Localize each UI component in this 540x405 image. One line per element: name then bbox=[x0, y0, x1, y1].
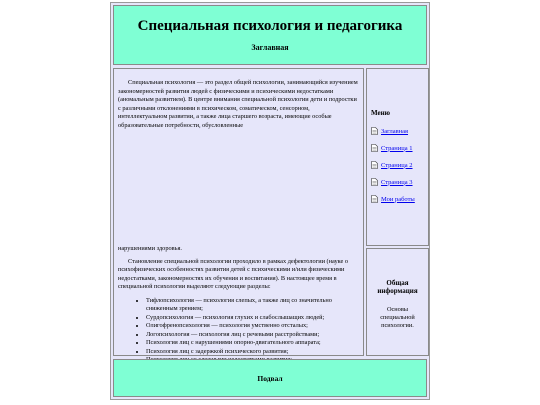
intro-paragraph-continued: нарушениями здоровья. bbox=[118, 245, 182, 252]
document-icon bbox=[371, 195, 378, 203]
info-text: Основы специальной психологии. bbox=[380, 305, 415, 330]
info-title: Общая информация bbox=[377, 279, 418, 296]
header bbox=[113, 5, 427, 65]
menu-title: Меню bbox=[371, 109, 391, 117]
menu-link-page-2[interactable]: Страница 2 bbox=[381, 161, 413, 169]
page-title: Специальная психология и педагогика bbox=[137, 18, 403, 34]
menu-item-page-2[interactable] bbox=[371, 161, 428, 169]
content-gap bbox=[118, 130, 359, 245]
list-item: • Психология лиц с нарушениями опорно-двигательного аппарата; bbox=[146, 339, 359, 348]
document-icon bbox=[371, 161, 378, 169]
info-panel bbox=[366, 248, 429, 356]
list-item: • Олигофренопсихология — психология умственно отсталых; bbox=[146, 322, 359, 331]
menu-item-page-1[interactable] bbox=[371, 144, 428, 152]
document-icon bbox=[371, 127, 378, 135]
list-item: • Логопсихология — психология лиц с речевыми расстройствами; bbox=[146, 331, 359, 340]
history-paragraph: Становление специальной психологии проходило в рамках дефектологии (науке о психофизических особенностях развития детей с психическими и/или физическими недостатками, закономерностях их обучения и воспитания). В настоящее время в специальной психологии выделяют следующие разделы: bbox=[118, 257, 349, 290]
document-icon bbox=[371, 144, 378, 152]
menu-item-home[interactable] bbox=[371, 127, 428, 135]
main-content bbox=[113, 68, 364, 356]
menu-link-page-3[interactable]: Страница 3 bbox=[381, 178, 413, 186]
menu-link-page-1[interactable]: Страница 1 bbox=[381, 144, 413, 152]
menu-link-home[interactable]: Заглавная bbox=[381, 127, 409, 135]
sidebar-menu bbox=[366, 68, 429, 246]
list-item: • Психология лиц с задержкой психического развития; bbox=[146, 348, 359, 357]
list-item: • Сурдопсихология — психология глухих и слабослышащих людей; bbox=[146, 314, 359, 323]
footer: Подвал bbox=[113, 359, 427, 397]
menu-link-my-works[interactable]: Мои работы bbox=[381, 195, 415, 203]
list-item: • Тифлопсихология — психология слепых, а также лиц со значительно сниженным зрением; bbox=[146, 297, 359, 314]
header-subtitle: Заглавная bbox=[251, 43, 289, 52]
menu-item-my-works[interactable] bbox=[371, 195, 428, 203]
intro-paragraph: Специальная психология — это раздел общей психологии, занимающийся изучением закономерностей развития людей с физическими и психическими недостатками (аномальным развитием). В центре внимания специальной психологии дети и подростки с различными отклонениями в психическом, соматическом, сенсорном, интеллектуальном развитии, а также лица старшего возраста, имеющие особые образовательные потребности, обусловленные bbox=[118, 79, 358, 129]
menu-item-page-3[interactable] bbox=[371, 178, 428, 186]
page-frame bbox=[110, 2, 430, 400]
document-icon bbox=[371, 178, 378, 186]
